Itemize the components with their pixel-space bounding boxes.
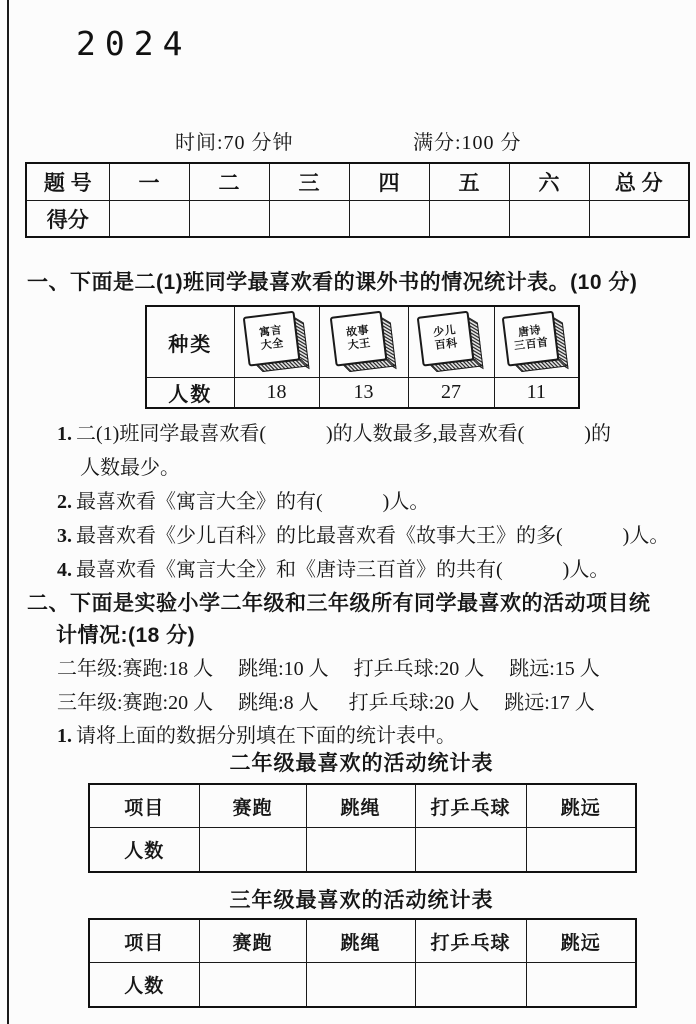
question-number: 3.	[57, 525, 72, 547]
score-blank-cell	[189, 201, 269, 238]
book-title-line: 唐诗	[517, 324, 543, 339]
book-illustration-encyclopedia	[417, 309, 486, 374]
section-two-heading-line2: 计情况:(18 分)	[56, 624, 196, 647]
book-cell	[234, 306, 319, 378]
favorite-books-table	[145, 305, 580, 409]
year-label: 2024	[76, 24, 192, 63]
activity-header-cell: 打乒乓球	[415, 919, 526, 963]
question-1-line2	[80, 451, 180, 480]
score-header-cell: 题 号	[26, 163, 109, 201]
score-blank-cell	[109, 201, 189, 238]
question-number: 2.	[57, 491, 72, 513]
book-illustration-story	[329, 309, 398, 374]
question-text: 二(1)班同学最喜欢看( )的人数最多,最喜欢看( )的	[76, 423, 611, 445]
activity-header-cell: 项目	[89, 784, 199, 828]
count-row-label: 人数	[146, 378, 234, 409]
question-text: 人数最少。	[80, 457, 180, 479]
section-one-heading: 一、下面是二(1)班同学最喜欢看的课外书的情况统计表。(10 分)	[27, 271, 638, 294]
score-header-cell: 二	[189, 163, 269, 201]
score-blank-cell	[429, 201, 509, 238]
fill-in-blank-cell	[306, 963, 415, 1008]
fill-in-blank-cell	[415, 963, 526, 1008]
fill-in-blank-cell	[526, 828, 636, 873]
book-title-line: 大全	[259, 337, 284, 352]
table-row	[146, 306, 579, 378]
book-title-line: 少儿	[432, 324, 457, 339]
question-number: 4.	[57, 559, 72, 581]
book-cell	[408, 306, 494, 378]
question-2	[57, 485, 429, 514]
grade3-table-title: 三年级最喜欢的活动统计表	[229, 889, 494, 912]
book-title-line: 故事	[345, 324, 370, 339]
activity-header-cell: 跳绳	[306, 919, 415, 963]
question-3	[57, 519, 669, 548]
question-text: 最喜欢看《少儿百科》的比最喜欢看《故事大王》的多( )人。	[76, 525, 670, 547]
book-count-cell: 11	[494, 378, 579, 409]
score-blank-cell	[349, 201, 429, 238]
fill-in-blank-cell	[306, 828, 415, 873]
book-count-cell: 13	[319, 378, 408, 409]
kind-row-label: 种类	[146, 306, 234, 378]
book-illustration-fable	[242, 309, 311, 374]
book-title-line: 百科	[434, 337, 459, 352]
book-count-cell: 27	[408, 378, 494, 409]
table-row	[146, 378, 579, 409]
book-title-line: 三百首	[513, 336, 550, 353]
question-number: 1.	[57, 423, 72, 445]
score-header-cell: 三	[269, 163, 349, 201]
score-header-cell: 四	[349, 163, 429, 201]
section-two-subquestion-1	[57, 719, 456, 748]
fill-in-blank-cell	[199, 828, 306, 873]
book-illustration-tang-poems	[502, 309, 571, 374]
score-blank-cell	[509, 201, 589, 238]
book-cell	[319, 306, 408, 378]
grade3-activity-table	[88, 918, 637, 1008]
book-cell	[494, 306, 579, 378]
binding-margin-line	[7, 0, 9, 1024]
table-row	[26, 163, 689, 201]
grade2-table-title: 二年级最喜欢的活动统计表	[229, 752, 494, 775]
fill-in-blank-cell	[415, 828, 526, 873]
grade2-data-line: 二年级:赛跑:18 人 跳绳:10 人 打乒乓球:20 人 跳远:15 人	[57, 658, 600, 680]
time-limit-label: 时间:70 分钟	[175, 132, 294, 154]
fill-in-blank-cell	[199, 963, 306, 1008]
question-number: 1.	[57, 725, 72, 747]
activity-header-cell: 赛跑	[199, 919, 306, 963]
book-count-cell: 18	[234, 378, 319, 409]
activity-header-cell: 项目	[89, 919, 199, 963]
activity-header-cell: 跳远	[526, 784, 636, 828]
score-blank-cell	[589, 201, 689, 238]
count-row-label: 人数	[89, 963, 199, 1008]
score-summary-table	[25, 162, 690, 238]
table-row	[89, 784, 636, 828]
table-row	[89, 828, 636, 873]
score-blank-cell	[269, 201, 349, 238]
activity-header-cell: 跳绳	[306, 784, 415, 828]
book-title-line: 寓言	[258, 324, 283, 339]
score-header-cell: 总 分	[589, 163, 689, 201]
question-1-line1	[57, 417, 611, 446]
grade2-activity-table	[88, 783, 637, 873]
score-header-cell: 五	[429, 163, 509, 201]
section-two-heading-line1: 二、下面是实验小学二年级和三年级所有同学最喜欢的活动项目统	[27, 592, 651, 615]
table-row	[89, 919, 636, 963]
grade3-data-line: 三年级:赛跑:20 人 跳绳:8 人 打乒乓球:20 人 跳远:17 人	[57, 692, 595, 714]
question-text: 请将上面的数据分别填在下面的统计表中。	[76, 725, 456, 747]
fill-in-blank-cell	[526, 963, 636, 1008]
question-text: 最喜欢看《寓言大全》的有( )人。	[76, 491, 430, 513]
full-score-label: 满分:100 分	[413, 132, 522, 154]
score-row-label: 得分	[26, 201, 109, 238]
count-row-label: 人数	[89, 828, 199, 873]
table-row	[26, 201, 689, 238]
table-row	[89, 963, 636, 1008]
activity-header-cell: 打乒乓球	[415, 784, 526, 828]
score-header-cell: 一	[109, 163, 189, 201]
question-4	[57, 553, 609, 582]
activity-header-cell: 赛跑	[199, 784, 306, 828]
score-header-cell: 六	[509, 163, 589, 201]
activity-header-cell: 跳远	[526, 919, 636, 963]
question-text: 最喜欢看《寓言大全》和《唐诗三百首》的共有( )人。	[76, 559, 610, 581]
book-title-line: 大王	[346, 337, 371, 352]
